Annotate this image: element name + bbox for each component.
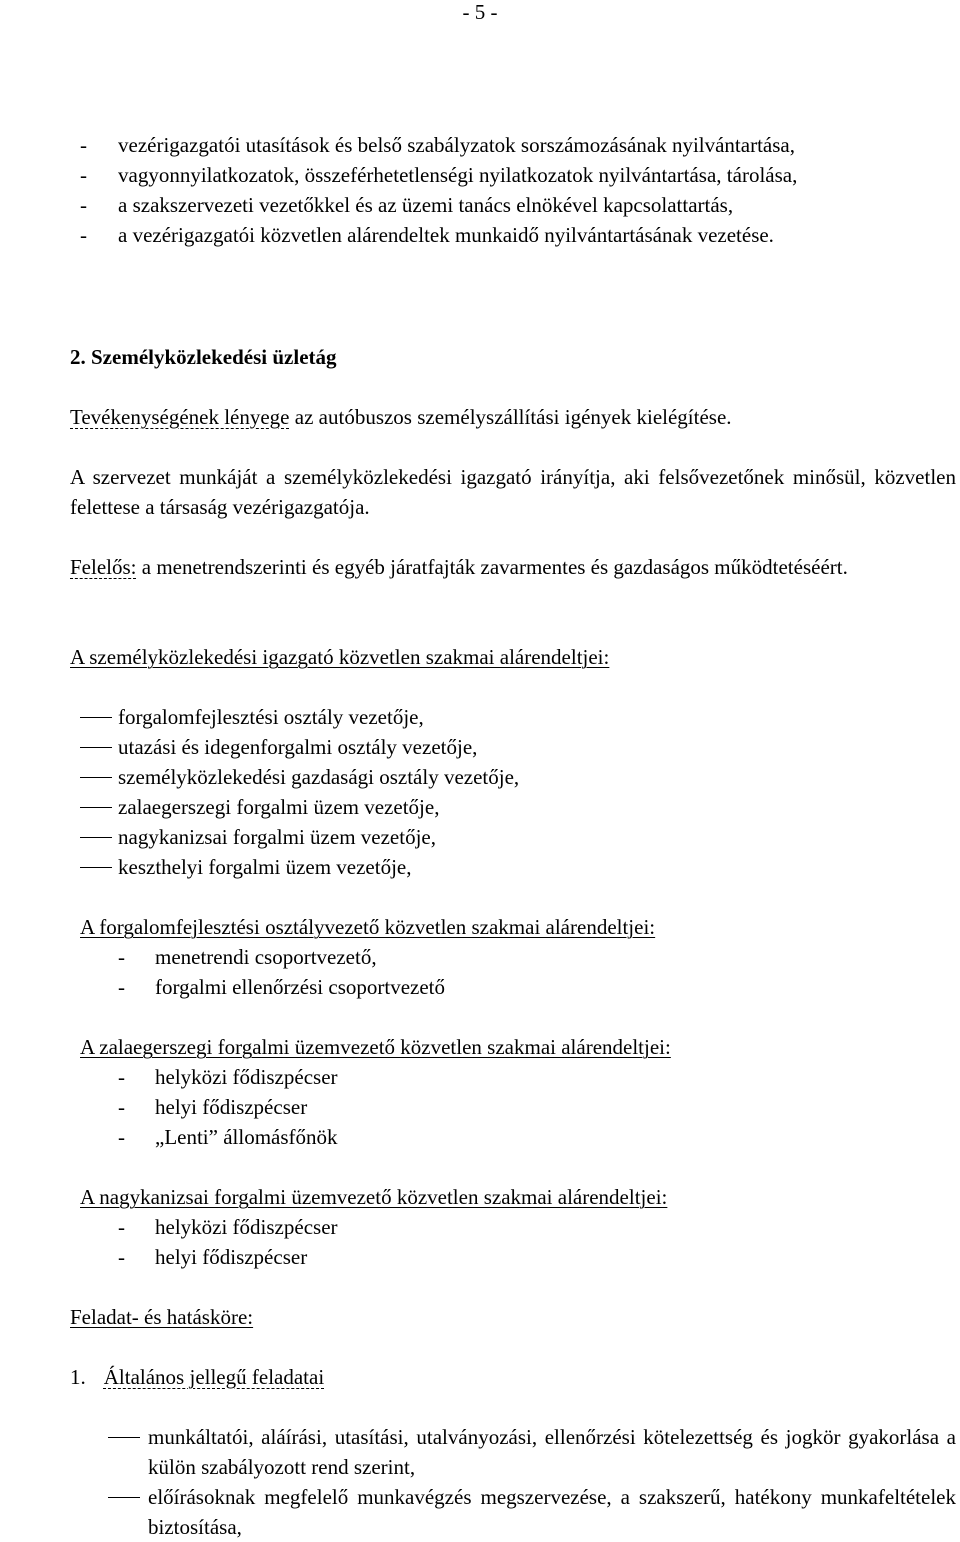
group-list (118, 1212, 918, 1272)
list-item: forgalomfejlesztési osztály vezetője, (70, 702, 956, 732)
list-item: - helyközi fődiszpécser (118, 1062, 918, 1092)
dash-bullet (108, 1497, 140, 1498)
list-item: keszthelyi forgalmi üzem vezetője, (70, 852, 956, 882)
list-item: zalaegerszegi forgalmi üzem vezetője, (70, 792, 956, 822)
list-item: - menetrendi csoportvezető, (118, 942, 918, 972)
list-item: - vezérigazgatói utasítások és belső szabályzatok sorszámozásának nyilvántartása, (70, 130, 956, 160)
list-item: - a vezérigazgatói közvetlen alárendeltek munkaidő nyilvántartásának vezetése. (70, 220, 956, 250)
list-item: nagykanizsai forgalmi üzem vezetője, (70, 822, 956, 852)
group-list (118, 1062, 918, 1152)
list-item: - helyi fődiszpécser (118, 1242, 918, 1272)
page-number: - 5 - (462, 0, 498, 24)
dash-bullet: - (118, 1065, 125, 1089)
list-item: - „Lenti” állomásfőnök (118, 1122, 918, 1152)
group-list (118, 942, 918, 1002)
group-heading: A zalaegerszegi forgalmi üzemvezető közvetlen szakmai alárendeltjei: (80, 1035, 671, 1059)
list-item: személyközlekedési gazdasági osztály vezetője, (70, 762, 956, 792)
list-item: munkáltatói, aláírási, utasítási, utalványozási, ellenőrzési kötelezettség és jogkör gyakorlása a külön szabályozott rend szerint, (100, 1422, 956, 1482)
dash-bullet: - (80, 133, 87, 157)
organization-paragraph: A szervezet munkáját a személyközlekedési igazgató irányítja, aki felsővezetőnek minősül, közvetlen felettese a társaság vezérigazgatója. (70, 465, 956, 519)
group-heading: A forgalomfejlesztési osztályvezető közvetlen szakmai alárendeltjei: (80, 915, 656, 939)
duties-sub-number: 1. (70, 1365, 86, 1389)
dash-bullet: - (118, 1095, 125, 1119)
list-item: - vagyonnyilatkozatok, összeférhetetlenségi nyilatkozatok nyilvántartása, tárolása, (70, 160, 956, 190)
dash-bullet (80, 777, 112, 778)
list-item: - a szakszervezeti vezetőkkel és az üzemi tanács elnökével kapcsolattartás, (70, 190, 956, 220)
list-item: előírásoknak megfelelő munkavégzés megszervezése, a szakszerű, hatékony munkafeltételek biztosítása, (100, 1482, 956, 1542)
responsibility-paragraph: Felelős: a menetrendszerinti és egyéb járatfajták zavarmentes és gazdaságos működtetéséért. (70, 555, 848, 579)
section-heading: 2. Személyközlekedési üzletág (70, 345, 337, 369)
essence-label: Tevékenységének lényege (70, 405, 290, 429)
dash-bullet: - (80, 193, 87, 217)
dash-bullet (80, 837, 112, 838)
duties-sub-title: Általános jellegű feladatai (103, 1365, 325, 1389)
dash-bullet: - (80, 223, 87, 247)
duties-list (100, 1422, 956, 1542)
subordinates-heading: A személyközlekedési igazgató közvetlen szakmai alárendeltjei: (70, 645, 610, 669)
list-item: - forgalmi ellenőrzési csoportvezető (118, 972, 918, 1002)
dash-bullet: - (118, 1125, 125, 1149)
essence-paragraph: Tevékenységének lényege az autóbuszos személyszállítási igények kielégítése. (70, 405, 732, 429)
duties-heading: Feladat- és hatásköre: (70, 1305, 254, 1329)
dash-bullet (80, 717, 112, 718)
responsibility-label: Felelős: (70, 555, 137, 579)
duties-subheading (70, 1362, 324, 1392)
list-item: - helyi fődiszpécser (118, 1092, 918, 1122)
dash-bullet: - (118, 1245, 125, 1269)
list-item: - helyközi fődiszpécser (118, 1212, 918, 1242)
group-heading: A nagykanizsai forgalmi üzemvezető közvetlen szakmai alárendeltjei: (80, 1185, 668, 1209)
dash-bullet: - (118, 975, 125, 999)
dash-bullet (80, 807, 112, 808)
dash-bullet (80, 867, 112, 868)
dash-bullet: - (80, 163, 87, 187)
dash-bullet: - (118, 1215, 125, 1239)
dash-bullet (108, 1437, 140, 1438)
dash-bullet: - (118, 945, 125, 969)
list-item: utazási és idegenforgalmi osztály vezetője, (70, 732, 956, 762)
subordinates-list (70, 702, 956, 882)
dash-bullet (80, 747, 112, 748)
top-list (70, 130, 956, 250)
